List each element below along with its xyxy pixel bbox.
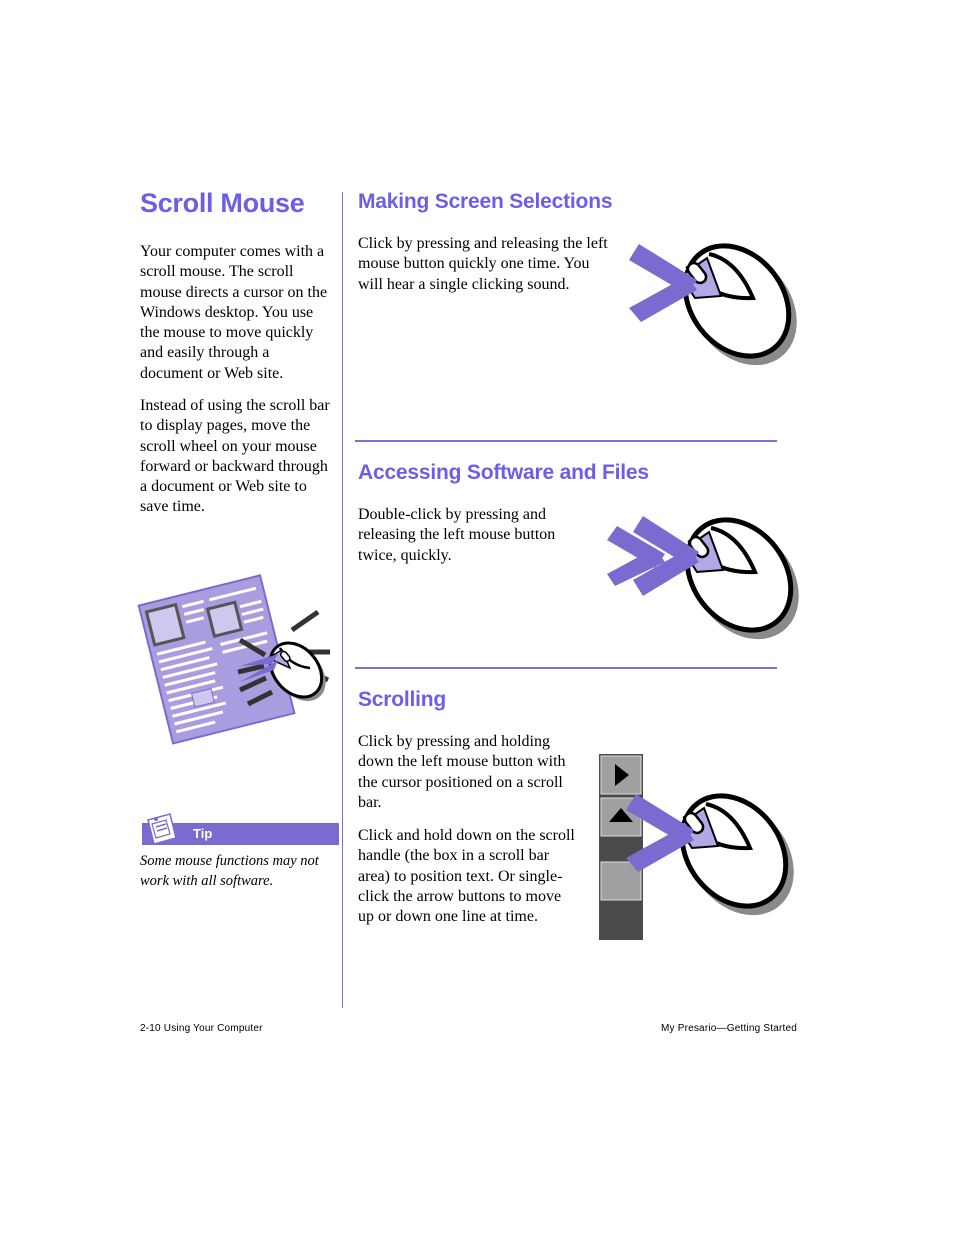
section-text-scrolling-1: Click by pressing and holding down the left mouse button with the cursor positioned on a scroll bar. [358,733,566,811]
tip-text: Some mouse functions may not work with all software. [140,853,319,889]
mouse-scroll-icon [622,788,792,923]
page-title: Scroll Mouse [140,188,305,218]
tip-note-icon [144,812,184,846]
mouse-click-icon [625,236,795,371]
document-scroll-icon [140,570,340,740]
section-text-accessing: Double-click by pressing and releasing the left mouse button twice, quickly. [358,506,556,564]
section-divider [355,667,777,669]
tip-label: Tip [193,826,213,841]
mouse-double-click-icon [605,510,795,645]
section-text-scrolling-2: Click and hold down on the scroll handle (the box in a scroll bar area) to position text. Or single-click the arrow buttons to move up or down one line at time. [358,827,575,926]
section-heading-scrolling: Scrolling [358,688,447,711]
column-divider [342,192,343,1008]
footer-right: My Presario—Getting Started [660,1023,797,1034]
footer-left: 2-10 Using Your Computer [140,1023,263,1034]
section-heading-selections: Making Screen Selections [358,190,613,213]
section-divider [355,440,777,442]
scroll-wheel-paragraph: Instead of using the scroll bar to display pages, move the scroll wheel on your mouse forward or backward through a document or Web site to save time. [140,397,330,516]
intro-paragraph: Your computer comes with a scroll mouse. The scroll mouse directs a cursor on the Windows desktop. You use the mouse to move quickly and easily through a document or Web site. [140,243,328,382]
section-heading-accessing: Accessing Software and Files [358,461,649,484]
section-text-selections: Click by pressing and releasing the left mouse button quickly one time. You will hear a single clicking sound. [358,235,608,293]
